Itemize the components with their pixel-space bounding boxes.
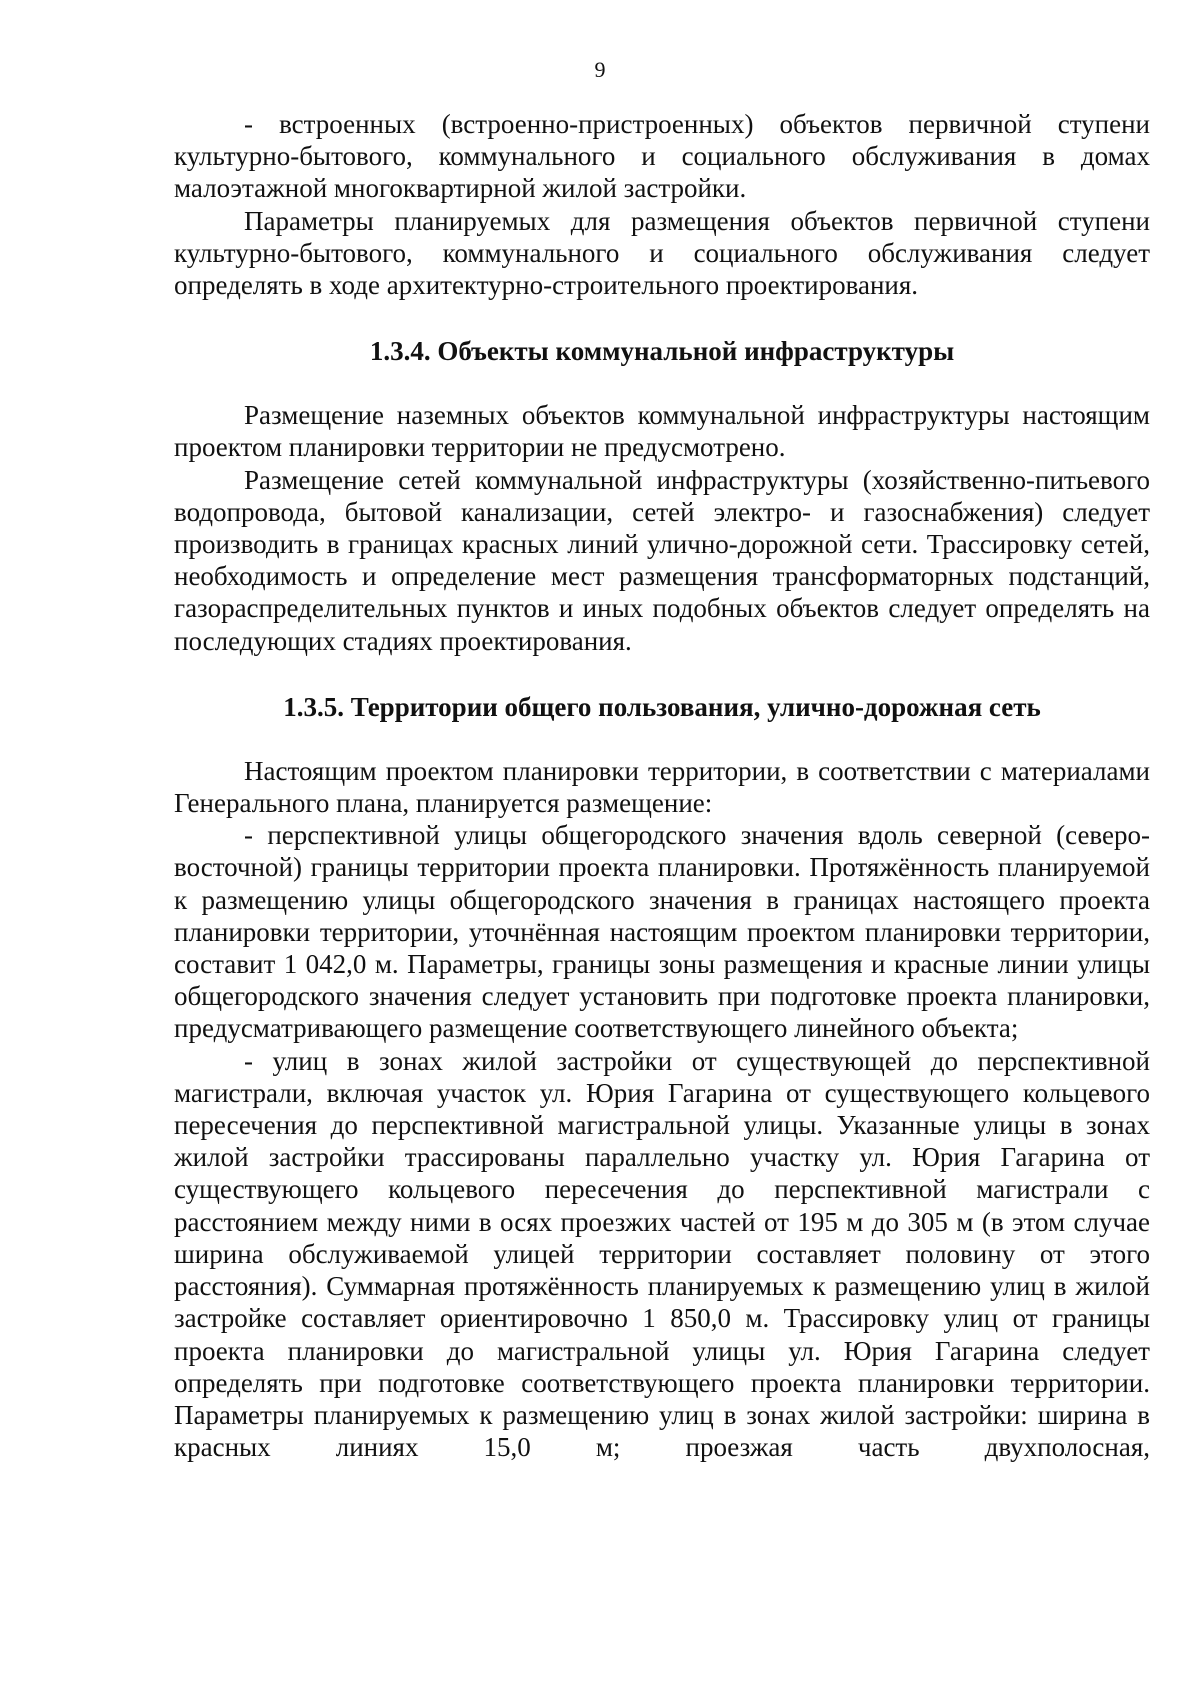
section-heading-1-3-4: 1.3.4. Объекты коммунальной инфраструктуры	[369, 336, 955, 367]
paragraph: Размещение сетей коммунальной инфраструктуры (хозяйственно-питьевого водопровода, бытовой канализации, сетей электро- и газоснабжения) следует производить в границах красных линий улично-дорожной сети. Трассировку сетей, необходимость и определение мест размещения трансформаторных подстанций, газораспределительных пунктов и иных подобных объектов следует определять на последующих стадиях проектирования.	[174, 464, 1150, 656]
paragraph: Параметры планируемых для размещения объектов первичной ступени культурно-бытового, коммунального и социального обслуживания следует определять в ходе архитектурно-строительного проектирования.	[174, 205, 1150, 301]
paragraph: Настоящим проектом планировки территории, в соответствии с материалами Генерального плана, планируется размещение:	[174, 755, 1150, 819]
page-number: 9	[594, 57, 606, 82]
section-heading-1-3-5: 1.3.5. Территории общего пользования, улично-дорожная сеть	[283, 691, 1041, 722]
list-item: - улиц в зонах жилой застройки от существующей до перспективной магистрали, включая участок ул. Юрия Гагарина от существующего кольцевого пересечения до перспективной магистральной улицы. Указанные улицы в зонах жилой застройки трассированы параллельно участку ул. Юрия Гагарина от существующего кольцевого пересечения до перспективной магистрали с расстоянием между ними в осях проезжих частей от 195 м до 305 м (в этом случае ширина обслуживаемой улицей территории составляет половину от этого расстояния). Суммарная протяжённость планируемых к размещению улиц в жилой застройке составляет ориентировочно 1 850,0 м. Трассировку улиц от границы проекта планировки до магистральной улицы ул. Юрия Гагарина следует определять при подготовке соответствующего проекта планировки территории. Параметры планируемых к размещению улиц в зонах жилой застройки: ширина в красных линиях 15,0 м; проезжая часть двухполосная,	[174, 1045, 1150, 1463]
document-body	[174, 108, 1150, 1463]
list-item: - перспективной улицы общегородского значения вдоль северной (северо-восточной) границы территории проекта планировки. Протяжённость планируемой к размещению улицы общегородского значения в границах настоящего проекта планировки территории, уточнённая настоящим проектом планировки территории, составит 1 042,0 м. Параметры, границы зоны размещения и красные линии улицы общегородского значения следует установить при подготовке проекта планировки, предусматривающего размещение соответствующего линейного объекта;	[174, 820, 1150, 1044]
paragraph: Размещение наземных объектов коммунальной инфраструктуры настоящим проектом планировки территории не предусмотрено.	[174, 400, 1150, 463]
paragraph: - встроенных (встроенно-пристроенных) объектов первичной ступени культурно-бытового, коммунального и социального обслуживания в домах малоэтажной многоквартирной жилой застройки.	[174, 109, 1150, 204]
